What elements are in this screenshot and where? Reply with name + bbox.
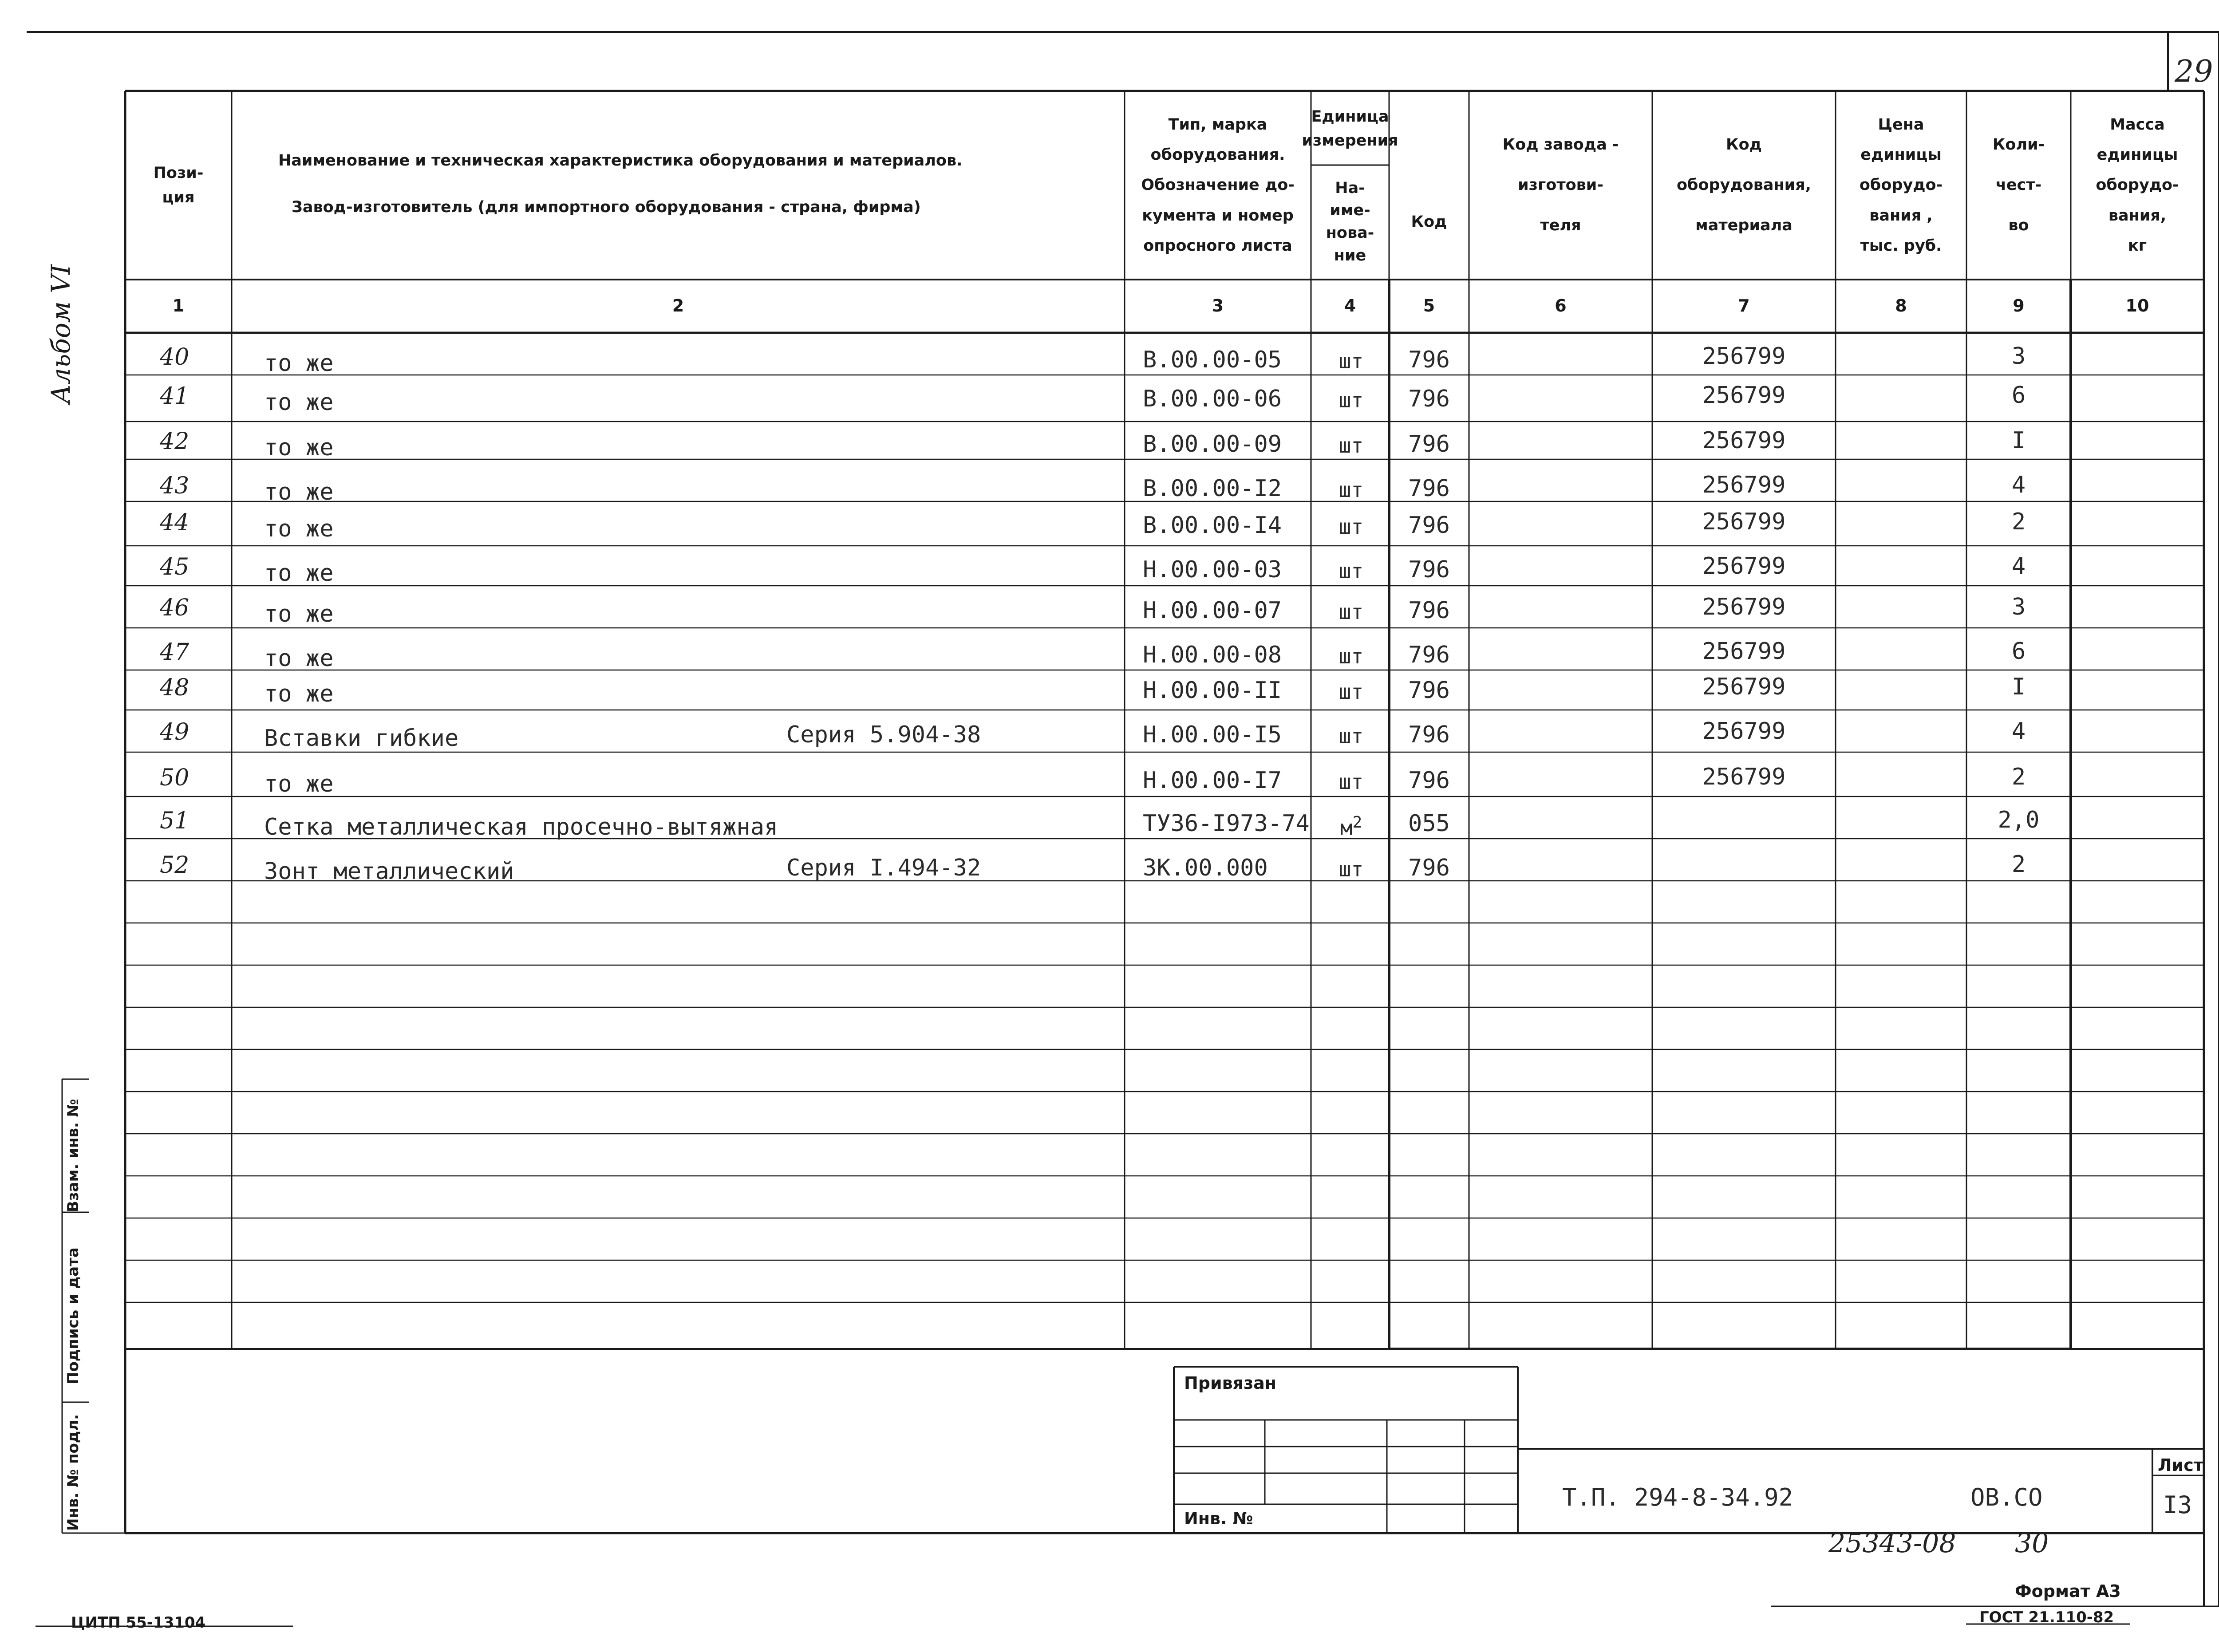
row-name: то же [264, 645, 334, 672]
row-quantity: I [2011, 427, 2026, 454]
row-position: 49 [160, 719, 190, 745]
row-type: Н.00.00-08 [1143, 642, 1282, 668]
row-position: 43 [160, 473, 190, 499]
margin-podpis-data: Подпись и дата [64, 1247, 82, 1384]
row-unit-code: 796 [1408, 855, 1450, 881]
row-equip-code: 256799 [1702, 674, 1786, 700]
row-name: то же [264, 350, 334, 377]
column-number-7: 7 [1738, 296, 1750, 315]
column-number-6: 6 [1555, 296, 1567, 315]
row-unit: шт [1339, 770, 1364, 794]
header-unit-code: Код [1411, 213, 1447, 231]
row-unit: шт [1339, 515, 1364, 539]
header-price: Цена единицы оборудо- вания , тыс. руб. [1859, 115, 1943, 255]
row-quantity: I [2011, 674, 2026, 700]
row-quantity: 4 [2011, 718, 2026, 745]
column-number-10: 10 [2125, 296, 2149, 315]
row-name: то же [264, 681, 334, 707]
row-position: 48 [160, 674, 190, 701]
row-type: Н.00.00-II [1143, 677, 1282, 704]
header-mass: Масса единицы оборудо- вания, кг [2096, 115, 2179, 255]
row-type: Н.00.00-I5 [1143, 722, 1282, 748]
stamp-sheet-label: Лист [2158, 1455, 2203, 1475]
row-unit: шт [1339, 857, 1364, 881]
row-type: Н.00.00-03 [1143, 556, 1282, 583]
row-equip-code: 256799 [1702, 472, 1786, 498]
header-name: Наименование и техническая характеристика оборудования и материалов. Завод-изготовитель (для импортного оборудования - страна, фирма) [278, 152, 963, 216]
row-unit: шт [1339, 724, 1364, 748]
row-equip-code: 256799 [1702, 382, 1786, 409]
row-type: Н.00.00-I7 [1143, 767, 1282, 794]
footer-handwritten-code: 25343-08 [1828, 1528, 1956, 1559]
row-unit: шт [1339, 388, 1364, 412]
stamp-inv-no: Инв. № [1184, 1509, 1253, 1528]
row-unit-code: 796 [1408, 386, 1450, 412]
row-unit-code: 796 [1408, 767, 1450, 794]
row-position: 40 [160, 344, 190, 371]
row-name: то же [264, 434, 334, 461]
row-name: Зонт металлический [264, 858, 514, 885]
row-type: В.00.00-09 [1143, 431, 1282, 457]
row-position: 52 [160, 852, 190, 879]
row-equip-code: 256799 [1702, 594, 1786, 620]
column-number-4: 4 [1344, 296, 1356, 315]
row-type: ЗК.00.000 [1143, 855, 1268, 881]
row-position: 45 [160, 554, 190, 580]
row-quantity: 3 [2011, 594, 2026, 620]
row-unit: шт [1339, 478, 1364, 502]
row-unit: шт [1339, 559, 1364, 583]
row-unit: $м^2$ [1340, 813, 1362, 840]
row-equip-code: 256799 [1702, 718, 1786, 745]
row-position: 41 [160, 383, 190, 410]
row-equip-code: 256799 [1702, 343, 1786, 370]
row-type: В.00.00-I2 [1143, 475, 1282, 502]
row-unit-code: 796 [1408, 512, 1450, 539]
column-number-2: 2 [672, 296, 684, 315]
footer-gost: ГОСТ 21.110-82 [1979, 1609, 2114, 1626]
row-unit-code: 796 [1408, 642, 1450, 668]
row-equip-code: 256799 [1702, 764, 1786, 790]
row-type: ТУ36-I973-74 [1143, 810, 1310, 837]
sheet-number: 29 [2175, 54, 2213, 89]
row-position: 46 [160, 595, 190, 621]
row-unit-code: 796 [1408, 556, 1450, 583]
row-position: 51 [160, 808, 190, 834]
row-name: то же [264, 560, 334, 587]
row-quantity: 3 [2011, 343, 2026, 370]
row-equip-code: 256799 [1702, 427, 1786, 454]
footer-format: Формат А3 [2015, 1581, 2121, 1601]
row-quantity: 4 [2011, 553, 2026, 580]
column-number-1: 1 [172, 296, 185, 315]
row-unit: шт [1339, 680, 1364, 704]
row-type: В.00.00-05 [1143, 347, 1282, 373]
row-name: то же [264, 516, 334, 542]
margin-inv-podl: Инв. № подл. [64, 1414, 82, 1531]
row-position: 47 [160, 639, 190, 666]
row-name: то же [264, 479, 334, 505]
header-unit: Единица измерения [1302, 107, 1398, 150]
row-quantity: 2 [2011, 509, 2026, 535]
header-equip-code: Код оборудования, материала [1677, 136, 1811, 234]
row-position: 44 [160, 509, 190, 536]
row-name: то же [264, 601, 334, 627]
stamp-doc-code: Т.П. 294-8-34.92 [1562, 1483, 1793, 1511]
margin-vzam-inv: Взам. инв. № [64, 1099, 82, 1212]
row-quantity: 2,0 [1998, 807, 2040, 833]
row-name: то же [264, 389, 334, 416]
row-unit-code: 796 [1408, 475, 1450, 502]
stamp-privyazan: Привязан [1184, 1373, 1277, 1393]
header-plant-code: Код завода - изготови- теля [1502, 136, 1619, 234]
row-equip-code: 256799 [1702, 553, 1786, 580]
column-number-3: 3 [1212, 296, 1224, 315]
header-position: Пози- ция [153, 164, 204, 206]
column-number-8: 8 [1895, 296, 1907, 315]
row-unit-code: 796 [1408, 597, 1450, 624]
stamp-mark: ОВ.СО [1970, 1483, 2043, 1511]
row-series: Серия 5.904-38 [786, 722, 981, 748]
stamp-sheet-number: I3 [2163, 1491, 2192, 1519]
row-equip-code: 256799 [1702, 509, 1786, 535]
row-type: В.00.00-I4 [1143, 512, 1282, 539]
row-name: то же [264, 771, 334, 797]
row-equip-code: 256799 [1702, 638, 1786, 665]
row-unit: шт [1339, 434, 1364, 457]
header-type: Тип, марка оборудования. Обозначение до- кумента и номер опросного листа [1141, 115, 1295, 255]
row-unit-code: 796 [1408, 722, 1450, 748]
header-qty: Коли- чест- во [1992, 136, 2045, 234]
row-unit-code: 796 [1408, 677, 1450, 704]
album-label: Альбом VI [46, 264, 76, 404]
row-name: Вставки гибкие [264, 725, 459, 752]
row-unit: шт [1339, 644, 1364, 668]
row-quantity: 6 [2011, 638, 2026, 665]
row-quantity: 2 [2011, 764, 2026, 790]
row-quantity: 6 [2011, 382, 2026, 409]
row-series: Серия I.494-32 [786, 855, 981, 881]
column-number-9: 9 [2013, 296, 2025, 315]
row-unit: шт [1339, 600, 1364, 624]
row-quantity: 2 [2011, 851, 2026, 878]
header-unit-name: На- име- нова- ние [1326, 179, 1374, 264]
row-position: 50 [160, 765, 190, 791]
row-type: В.00.00-06 [1143, 386, 1282, 412]
row-name: Сетка металлическая просечно-вытяжная [264, 814, 778, 840]
row-unit-code: 796 [1408, 431, 1450, 457]
footer-nitp: ЦИТП 55-13104 [71, 1614, 206, 1632]
row-position: 42 [160, 428, 190, 455]
row-unit-code: 055 [1408, 810, 1450, 837]
column-number-5: 5 [1423, 296, 1435, 315]
row-unit: шт [1339, 349, 1364, 373]
row-unit-superscript: 2 [1352, 813, 1362, 832]
footer-handwritten-number: 30 [2015, 1528, 2049, 1559]
row-type: Н.00.00-07 [1143, 597, 1282, 624]
row-unit-code: 796 [1408, 347, 1450, 373]
row-quantity: 4 [2011, 472, 2026, 498]
